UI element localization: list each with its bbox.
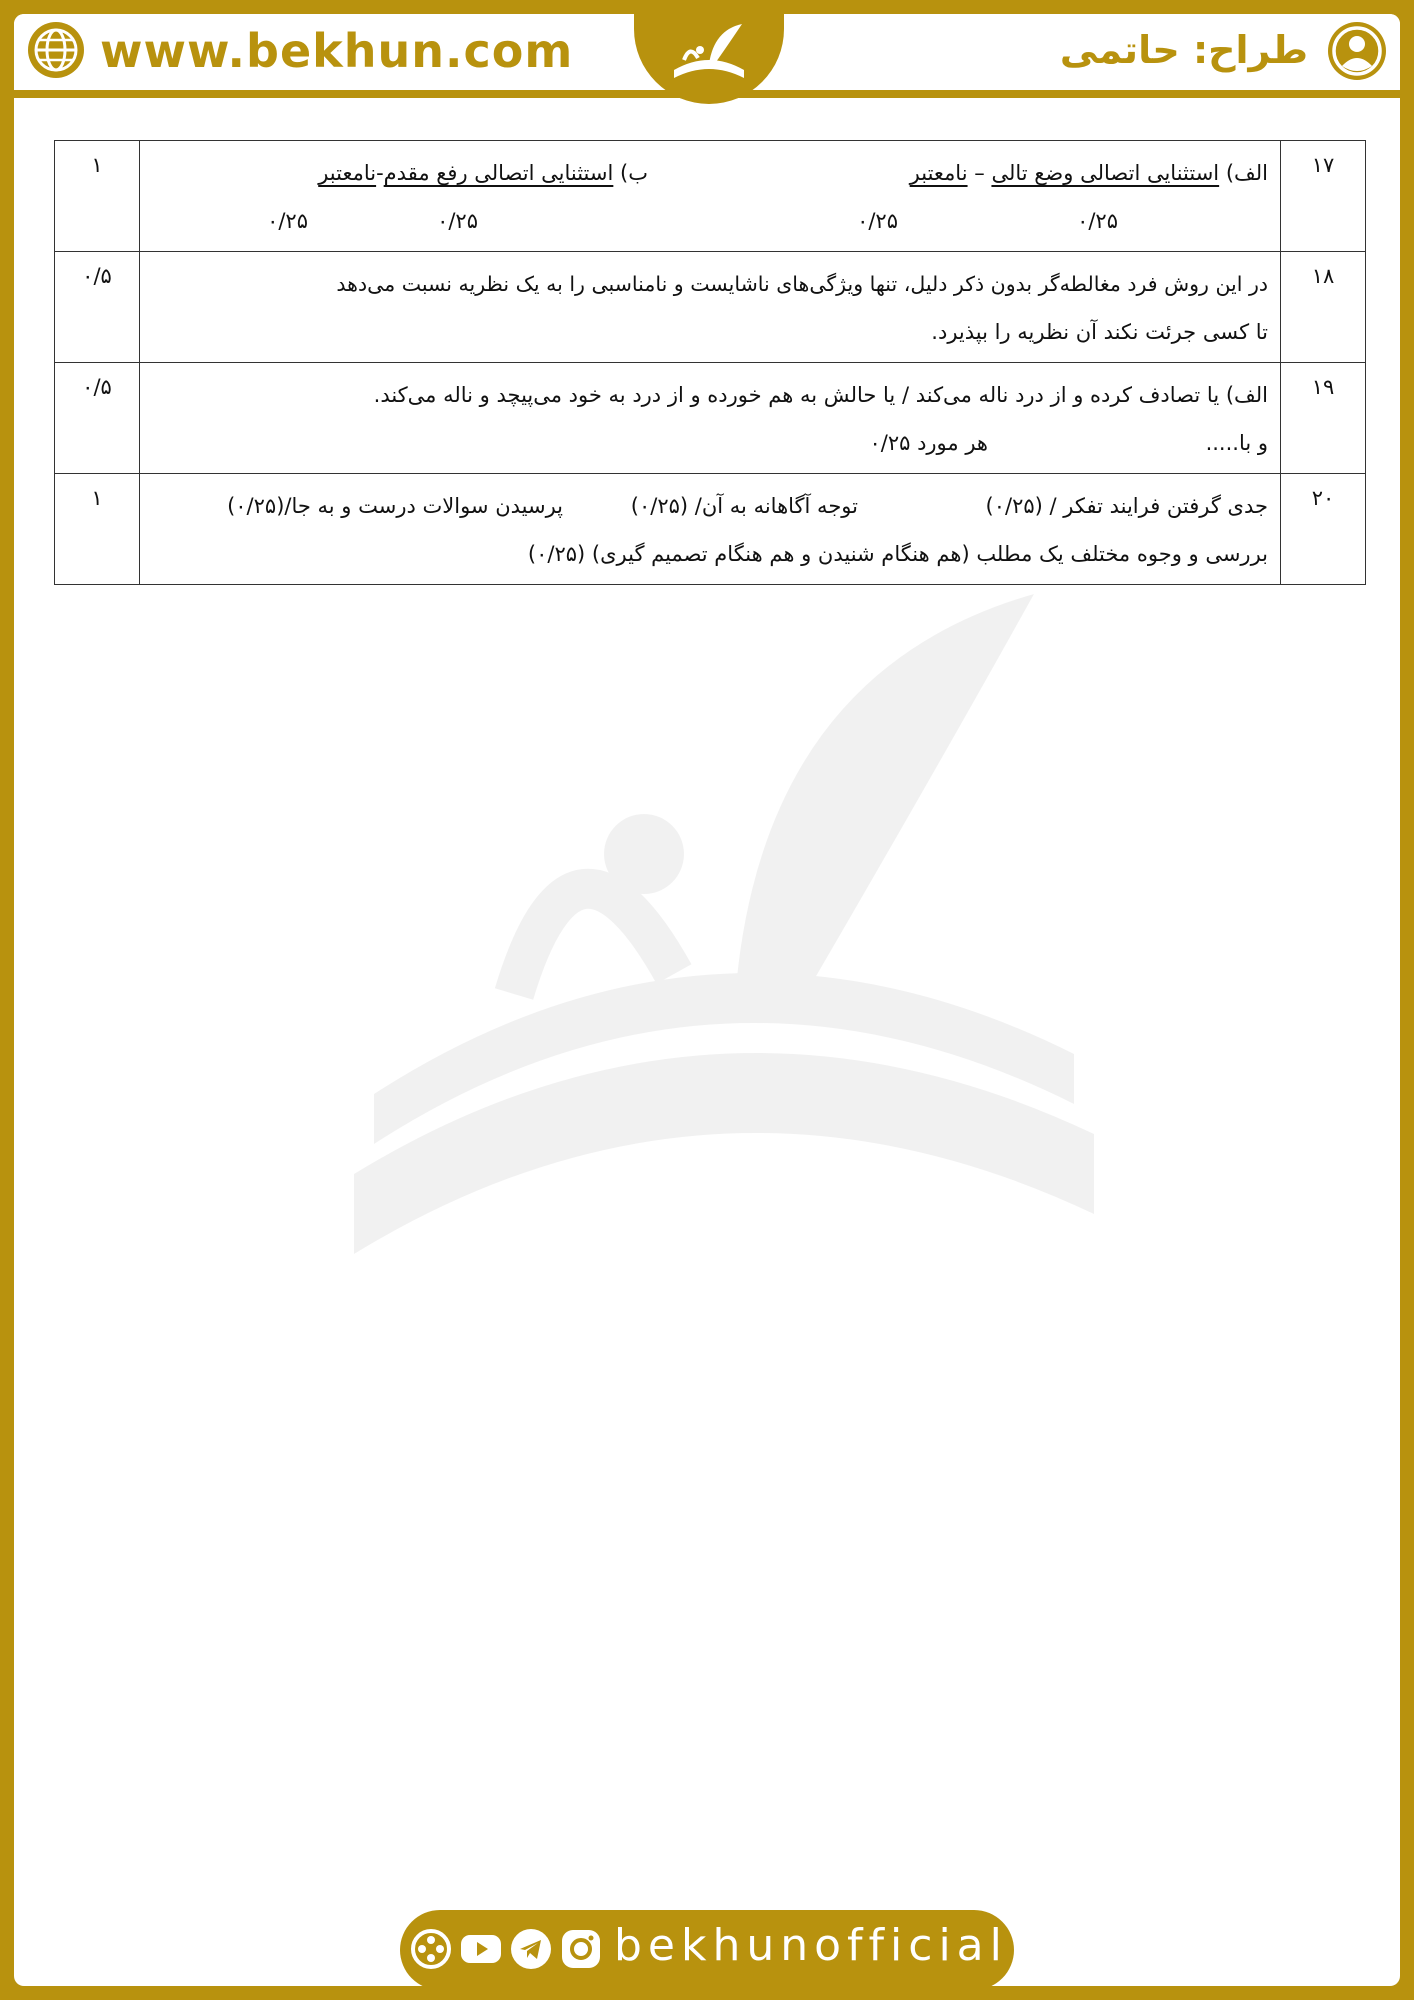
score: ۱ — [55, 474, 140, 585]
instagram-icon[interactable] — [560, 1928, 602, 1970]
point-value: ۰/۲۵ — [267, 209, 308, 233]
table-row — [55, 474, 1366, 585]
part-b-term: استثنایی اتصالی رفع مقدم — [383, 161, 614, 185]
part-a-dash: – — [974, 161, 985, 185]
part-b-result: نامعتبر — [318, 161, 377, 185]
question-number: ۱۹ — [1281, 363, 1366, 474]
aparat-icon[interactable] — [410, 1928, 452, 1970]
question-number: ۱۸ — [1281, 252, 1366, 363]
part-b-dash: - — [376, 161, 384, 185]
score: ۰/۵ — [55, 252, 140, 363]
answer-cell — [140, 252, 1281, 363]
table-row — [55, 363, 1366, 474]
header — [14, 14, 1400, 98]
logo — [634, 14, 784, 104]
answer-continuation: و با..... — [1205, 431, 1268, 455]
book-feather-icon — [664, 20, 754, 90]
score: ۱ — [55, 141, 140, 252]
user-icon — [1326, 20, 1388, 82]
answer-cell — [140, 363, 1281, 474]
answer-line: در این روش فرد مغالطه‌گر بدون ذکر دلیل، تنها ویژگی‌های ناشایست و نامناسبی را به یک نظریه نسبت می‌دهد — [336, 272, 1268, 296]
answer-part: پرسیدن سوالات درست و به جا/(۰/۲۵) — [227, 494, 563, 518]
score: ۰/۵ — [55, 363, 140, 474]
part-a-term: استثنایی اتصالی وضع تالی — [991, 161, 1220, 185]
watermark-logo — [314, 574, 1134, 1394]
part-a-label: الف) — [1225, 161, 1268, 185]
answer-line: تا کسی جرئت نکند آن نظریه را بپذیرد. — [931, 320, 1268, 344]
globe-icon — [26, 20, 86, 80]
point-value: ۰/۲۵ — [857, 209, 898, 233]
table-row — [55, 141, 1366, 252]
question-number: ۲۰ — [1281, 474, 1366, 585]
point-value: ۰/۲۵ — [437, 209, 478, 233]
answer-cell — [140, 474, 1281, 585]
telegram-icon[interactable] — [510, 1928, 552, 1970]
part-b-label: ب) — [620, 161, 648, 185]
answer-part: توجه آگاهانه به آن/ (۰/۲۵) — [630, 494, 858, 518]
page — [14, 14, 1400, 1986]
per-item-score: هر مورد ۰/۲۵ — [869, 431, 988, 455]
point-value: ۰/۲۵ — [1077, 209, 1118, 233]
part-a-result: نامعتبر — [909, 161, 968, 185]
answer-cell — [140, 141, 1281, 252]
answer-line: الف) یا تصادف کرده و از درد ناله می‌کند / یا حالش به هم خورده و از درد به خود می‌پیچد و ناله می‌کند. — [373, 383, 1268, 407]
footer-social-bar — [400, 1910, 1014, 1986]
answer-part: جدی گرفتن فرایند تفکر / (۰/۲۵) — [985, 494, 1268, 518]
website-url[interactable]: www.bekhun.com — [100, 24, 574, 78]
question-number: ۱۷ — [1281, 141, 1366, 252]
answer-table — [54, 140, 1366, 585]
table-row — [55, 252, 1366, 363]
social-handle[interactable]: bekhunofficial — [614, 1920, 1008, 1971]
youtube-icon[interactable] — [460, 1928, 502, 1970]
designer-name: طراح: حاتمی — [1059, 28, 1308, 72]
answer-line: بررسی و وجوه مختلف یک مطلب (هم هنگام شنیدن و هم هنگام تصمیم گیری) (۰/۲۵) — [527, 542, 1268, 566]
